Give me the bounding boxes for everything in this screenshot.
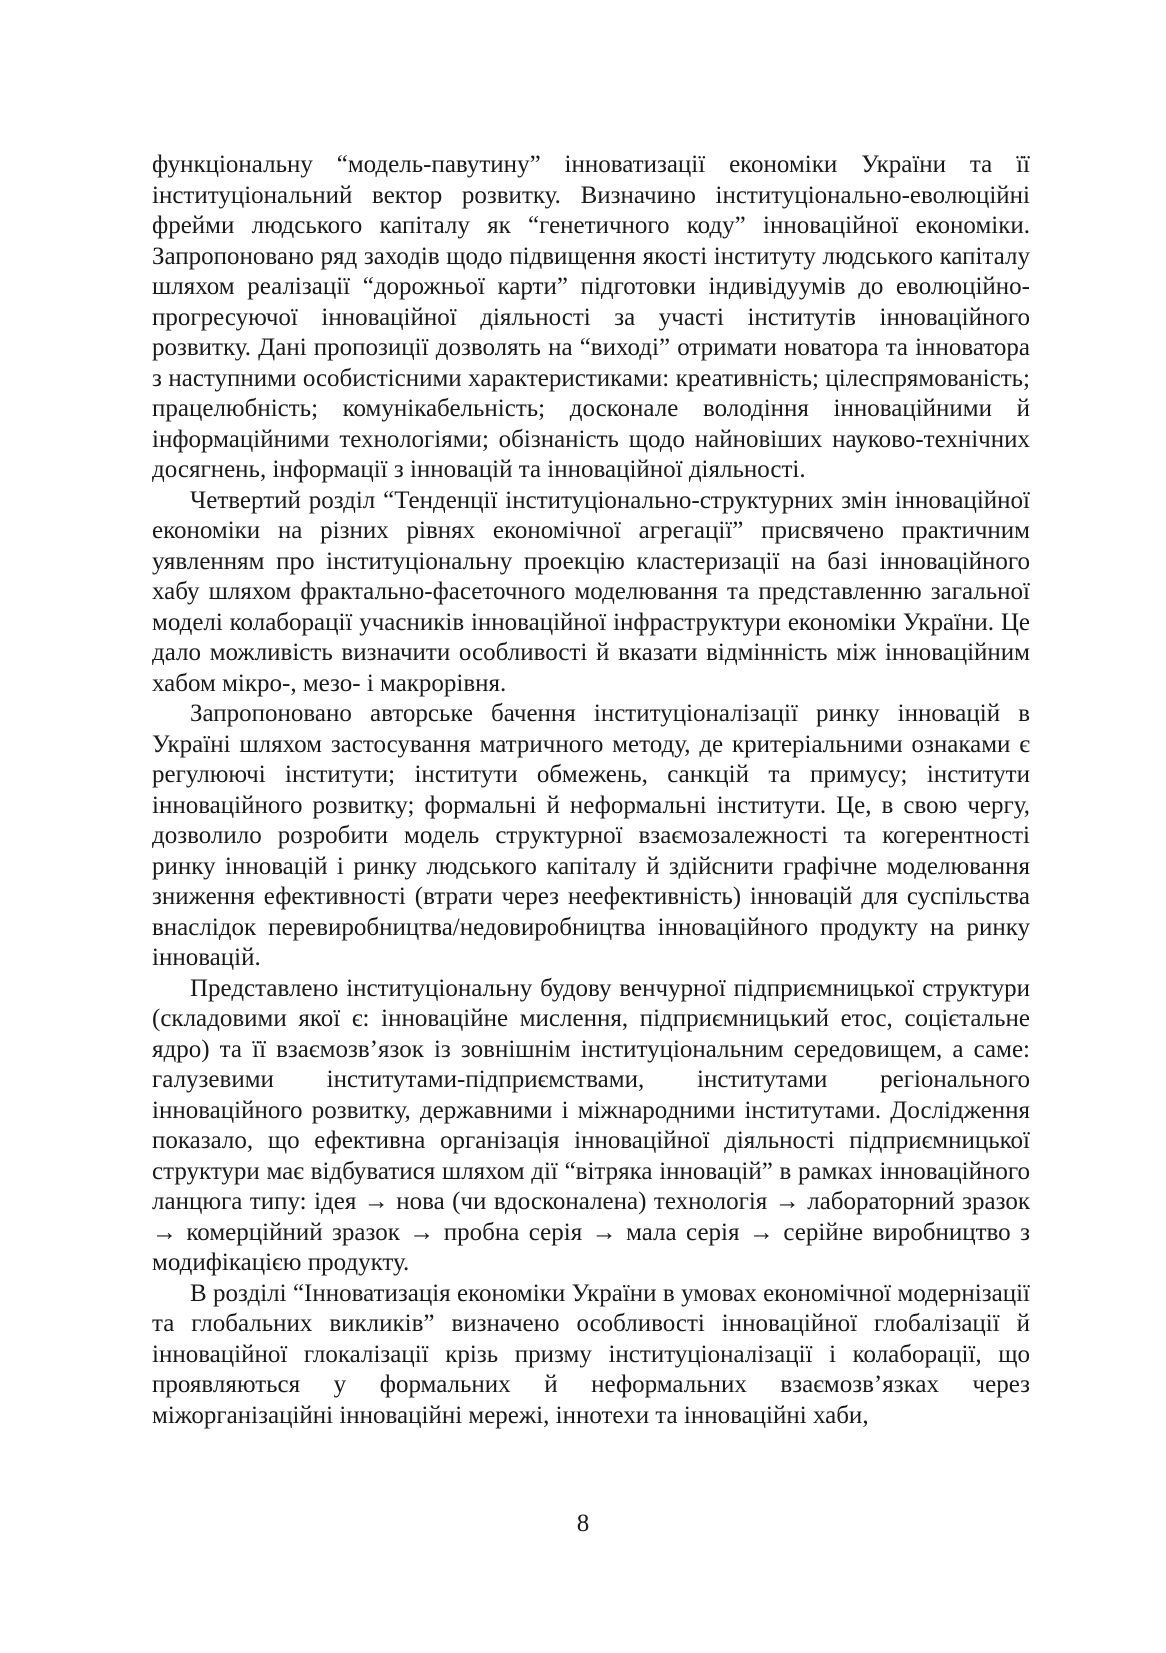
paragraph-continuation: функціональну “модель-павутину” інноватизації економіки України та її інституціональний вектор розвитку. Визначино інституціонально-еволюційні фрейми людського капіталу як “генетичного коду” інноваційної економіки. Запропоновано ряд заходів щодо підвищення якості інституту людського капіталу шляхом реалізації “дорожньої карти” підготовки індивідуумів до еволюційно-прогресуючої інноваційної діяльності за участі інститутів інноваційного розвитку. Дані пропозиції дозволять на “виході” отримати новатора та інноватора з наступними особистісними характеристиками: креативність; цілеспрямованість; працелюбність; комунікабельність; досконале володіння інноваційними й інформаційними технологіями; обізнаність щодо найновіших науково-технічних досягнень, інформації з інновацій та інноваційної діяльності. [152,151,1030,483]
paragraph-venture-structure: Представлено інституціональну будову венчурної підприємницької структури (складовими якої є: інноваційне мислення, підприємницький етос, соцієтальне ядро) та її взаємозв’язок із зовнішнім інституціональним середовищем, а саме: галузевими інститутами-підприємствами, інститутами регіонального інноваційного розвитку, державними і міжнародними інститутами. Дослідження показало, що ефективна організація інноваційної діяльності підприємницької структури має відбуватися шляхом дії “вітряка інновацій” в рамках інноваційного ланцюга типу: ідея → нова (чи вдосконалена) технологія → лабораторний зразок → комерційний зразок → пробна серія → мала серія → серійне виробництво з модифікацією продукту. [152,974,1030,1276]
page-number: 8 [576,1510,590,1537]
paragraph-innovation-market: Запропоновано авторське бачення інституціоналізації ринку інновацій в Україні шляхом застосування матричного методу, де критеріальними ознаками є регулюючі інститути; інститути обмежень, санкцій та примусу; інститути інноваційного розвитку; формальні й неформальні інститути. Це, в свою чергу, дозволило розробити модель структурної взаємозалежності та когерентності ринку інновацій і ринку людського капіталу й здійснити графічне моделювання зниження ефективності (втрати через неефективність) інновацій для суспільства внаслідок перевиробництва/недовиробництва інноваційного продукту на ринку інновацій. [152,700,1030,971]
text-body [152,150,1030,1431]
paragraph-innovatization-section: В розділі “Інноватизація економіки України в умовах економічної модернізації та глобальних викликів” визначено особливості інноваційної глобалізації й інноваційної глокалізації крізь призму інституціоналізації і колаборації, що проявляються у формальних й неформальних взаємозв’язках через міжорганізаційні інноваційні мережі, іннотехи та інноваційні хаби, [152,1279,1030,1429]
paragraph-chapter-four: Четвертий розділ “Тенденції інституціонально-структурних змін інноваційної економіки на різних рівнях економічної агрегації” присвячено практичним уявленням про інституціональну проекцію кластеризації на базі інноваційного хабу шляхом фрактально-фасеточного моделювання та представленню загальної моделі колаборації учасників інноваційної інфраструктури економіки України. Це дало можливість визначити особливості й вказати відмінність між інноваційним хабом мікро-, мезо- і макрорівня. [152,486,1030,697]
